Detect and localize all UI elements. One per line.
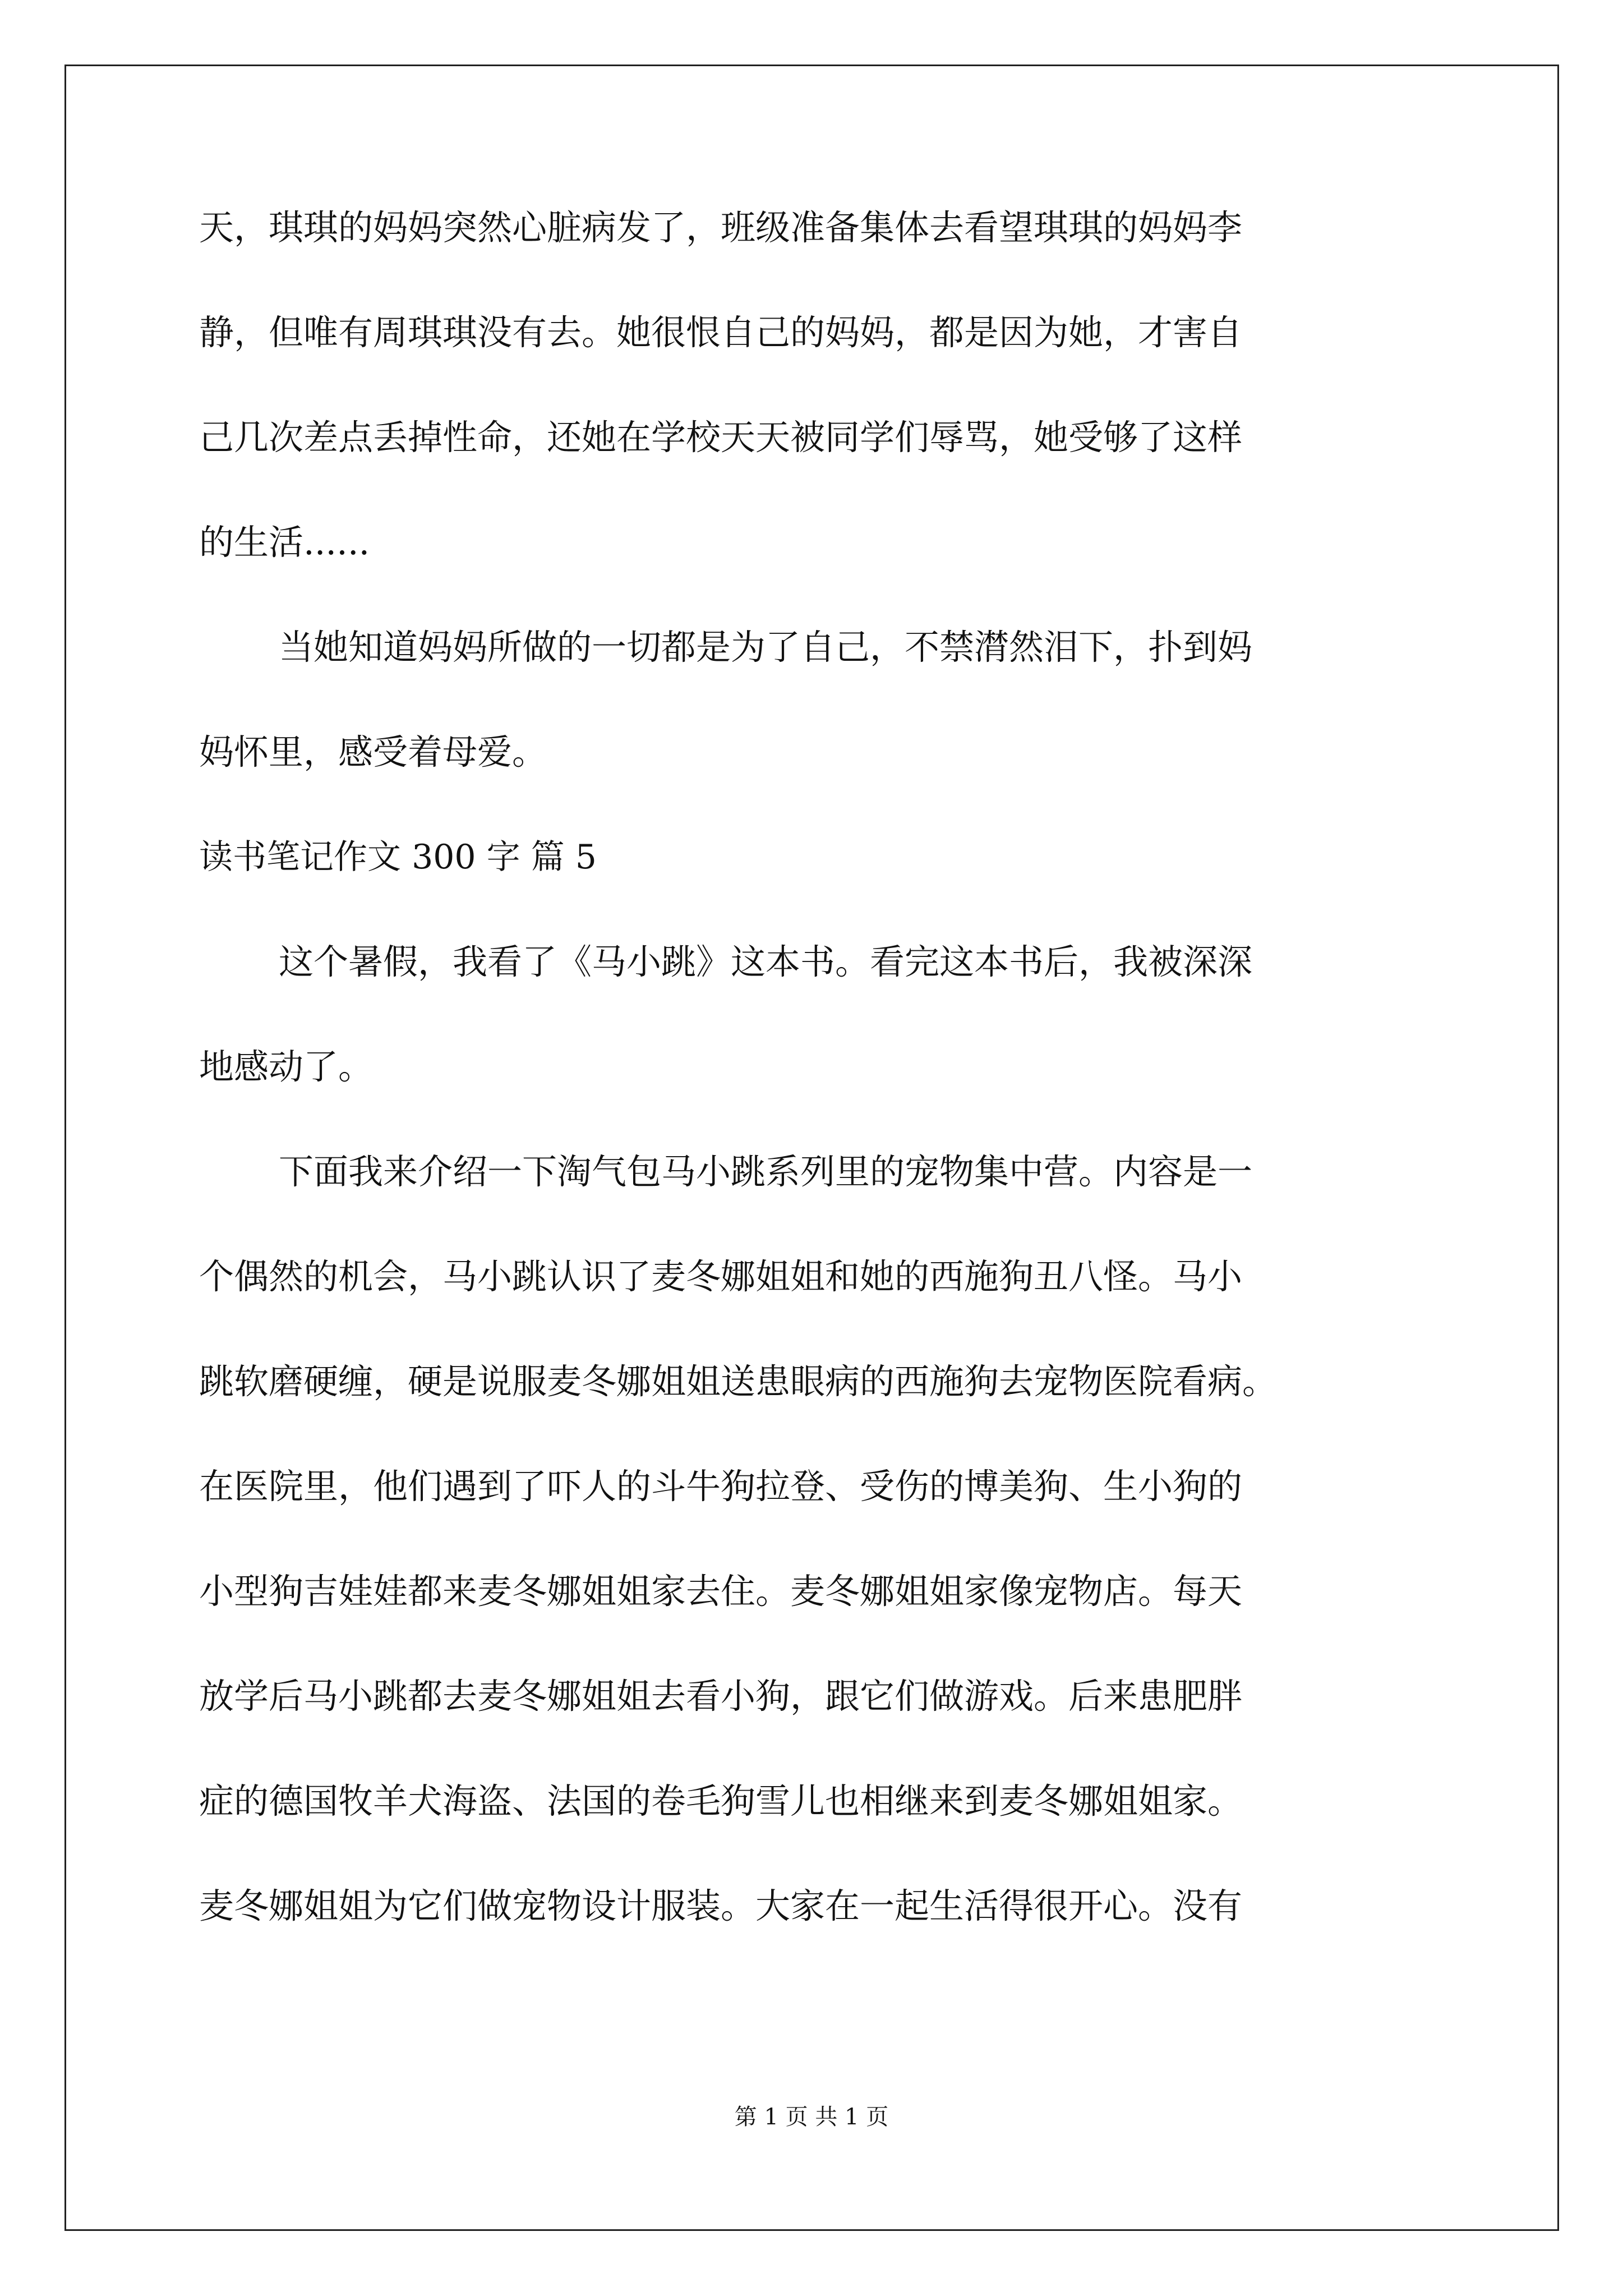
paragraph-line: 妈怀里，感受着母爱。 bbox=[199, 731, 547, 772]
paragraph-line: 个偶然的机会，马小跳认识了麦冬娜姐姐和她的西施狗丑八怪。马小 bbox=[199, 1256, 1243, 1297]
paragraph-line: 这个暑假，我看了《马小跳》这本书。看完这本书后，我被深深 bbox=[279, 941, 1253, 982]
paragraph-line: 放学后马小跳都去麦冬娜姐姐去看小狗，跟它们做游戏。后来患肥胖 bbox=[199, 1676, 1243, 1717]
paragraph-line: 跳软磨硬缠，硬是说服麦冬娜姐姐送患眼病的西施狗去宠物医院看病。 bbox=[199, 1361, 1278, 1402]
page-footer: 第 1 页 共 1 页 bbox=[734, 2104, 889, 2130]
document-body bbox=[199, 207, 1427, 1994]
paragraph-line: 己几次差点丢掉性命，还她在学校天天被同学们辱骂，她受够了这样 bbox=[199, 417, 1243, 458]
paragraph-line: 的生活...... bbox=[199, 522, 370, 563]
paragraph-line: 症的德国牧羊犬海盗、法国的卷毛狗雪儿也相继来到麦冬娜姐姐家。 bbox=[199, 1780, 1243, 1821]
paragraph-line: 麦冬娜姐姐为它们做宠物设计服装。大家在一起生活得很开心。没有 bbox=[199, 1885, 1243, 1926]
section-heading: 读书笔记作文 300 字 篇 5 bbox=[199, 838, 597, 877]
paragraph-line: 地感动了。 bbox=[199, 1046, 374, 1087]
paragraph-line: 在医院里，他们遇到了吓人的斗牛狗拉登、受伤的博美狗、生小狗的 bbox=[199, 1466, 1243, 1507]
paragraph-line: 天，琪琪的妈妈突然心脏病发了，班级准备集体去看望琪琪的妈妈李 bbox=[199, 207, 1243, 248]
paragraph-line: 小型狗吉娃娃都来麦冬娜姐姐家去住。麦冬娜姐姐家像宠物店。每天 bbox=[199, 1571, 1243, 1612]
paragraph-line: 下面我来介绍一下淘气包马小跳系列里的宠物集中营。内容是一 bbox=[279, 1151, 1253, 1192]
paragraph-line: 静，但唯有周琪琪没有去。她很恨自己的妈妈，都是因为她，才害自 bbox=[199, 312, 1243, 353]
paragraph-line: 当她知道妈妈所做的一切都是为了自己，不禁潸然泪下，扑到妈 bbox=[279, 627, 1253, 668]
